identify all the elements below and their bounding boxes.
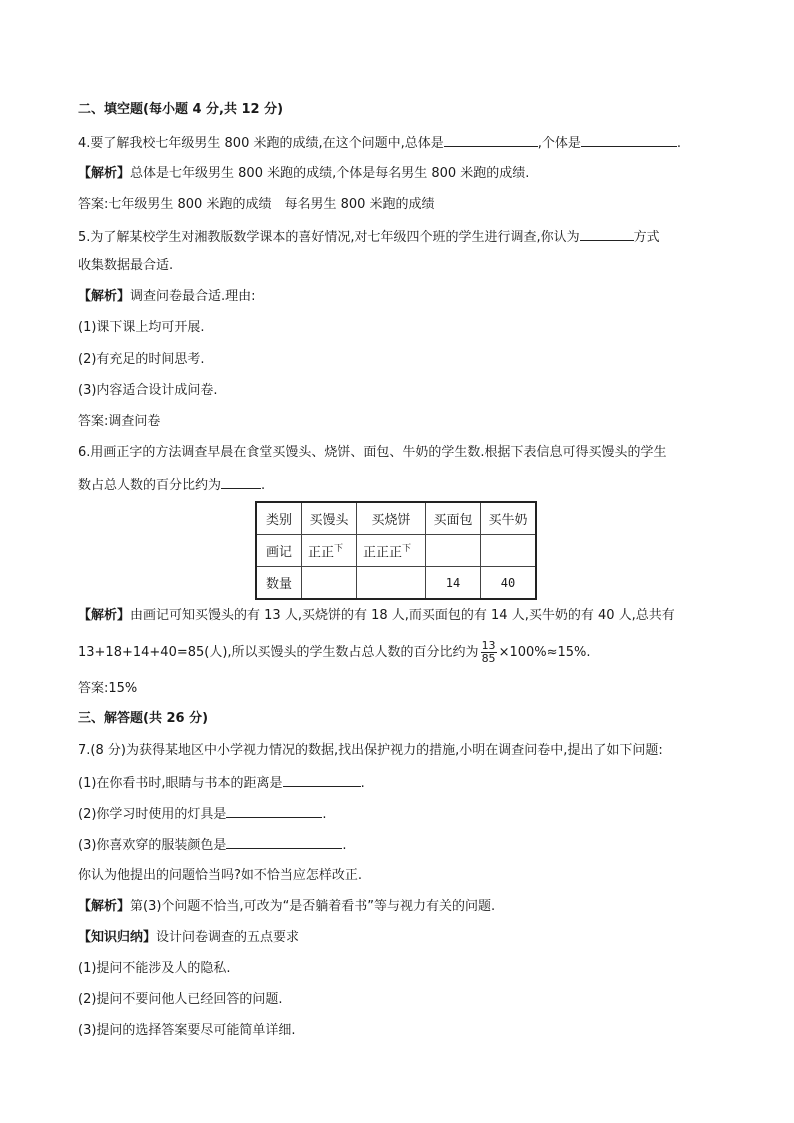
q5-reason-2: (2)有充足的时间思考.: [78, 352, 205, 367]
q5-blank[interactable]: [580, 226, 634, 241]
table-header-cell: 买馒头: [302, 502, 357, 535]
q7-blank-2[interactable]: [226, 803, 322, 818]
q7-stem: 7.(8 分)为获得某地区中小学视力情况的数据,找出保护视力的措施,小明在调查问卷中,提出了如下问题:: [78, 743, 663, 758]
section2-heading: 二、填空题(每小题 4 分,共 12 分): [78, 102, 284, 117]
count-cell-mantou: [302, 567, 357, 600]
q7-blank-1[interactable]: [283, 772, 361, 787]
q5-stem-line2: 收集数据最合适.: [78, 258, 174, 273]
q4-blank-population[interactable]: [444, 132, 538, 147]
q6-analysis-line1: 【解析】由画记可知买馒头的有 13 人,买烧饼的有 18 人,而买面包的有 14 人,买牛奶的有 40 人,总共有: [78, 608, 675, 623]
count-cell-niunai: 40: [481, 567, 537, 600]
tally-cell-shaobing: 正正正$^下$: [357, 535, 426, 567]
q7-rule-2: (2)提问不要问他人已经回答的问题.: [78, 992, 283, 1007]
tally-cell-mianbao: [426, 535, 481, 567]
q6-stem-line2: 数占总人数的百分比约为 .: [78, 474, 724, 496]
q4-stem: 4.要了解我校七年级男生 800 米跑的成绩,在这个问题中,总体是 ,个体是 .: [78, 132, 724, 154]
q7-blank-3[interactable]: [226, 834, 342, 849]
q5-answer: 答案:调查问卷: [78, 414, 161, 429]
q7-rule-3: (3)提问的选择答案要尽可能简单详细.: [78, 1023, 296, 1038]
q6-answer: 答案:15%: [78, 681, 138, 696]
q7-analysis: 【解析】第(3)个问题不恰当,可改为“是否躺着看书”等与视力有关的问题.: [78, 899, 496, 914]
count-cell-shaobing: [357, 567, 426, 600]
table-header-cell: 类别: [256, 502, 302, 535]
tally-cell-niunai: [481, 535, 537, 567]
table-header-cell: 买牛奶: [481, 502, 537, 535]
table-header-cell: 买面包: [426, 502, 481, 535]
table-header-row: [256, 502, 536, 535]
q7-item-3: (3)你喜欢穿的服装颜色是 .: [78, 834, 724, 856]
q4-blank-individual[interactable]: [581, 132, 677, 147]
table-row-count: [256, 567, 536, 600]
q7-question: 你认为他提出的问题恰当吗?如不恰当应怎样改正.: [78, 868, 363, 883]
q6-analysis-line2: 13+18+14+40=85(人),所以买馒头的学生数占总人数的百分比约为 $\frac{13}{85}$ ×100%≈15%.: [78, 639, 591, 665]
tally-table: [255, 501, 537, 600]
count-cell-mianbao: 14: [426, 567, 481, 600]
q7-item-2: (2)你学习时使用的灯具是 .: [78, 803, 724, 825]
table-row-tally: [256, 535, 536, 567]
q7-rule-1: (1)提问不能涉及人的隐私.: [78, 961, 231, 976]
count-label: 数量: [256, 567, 302, 600]
q5-analysis: 【解析】调查问卷最合适.理由:: [78, 289, 256, 304]
q6-blank[interactable]: [221, 474, 261, 489]
table-header-cell: 买烧饼: [357, 502, 426, 535]
q5-reason-3: (3)内容适合设计成问卷.: [78, 383, 218, 398]
q7-item-1: (1)在你看书时,眼睛与书本的距离是 .: [78, 772, 724, 794]
section3-heading: 三、解答题(共 26 分): [78, 711, 209, 726]
q5-stem: 5.为了解某校学生对湘教版数学课本的喜好情况,对七年级四个班的学生进行调查,你认为 方式: [78, 226, 724, 248]
q6-stem-line1: 6.用画正字的方法调查早晨在食堂买馒头、烧饼、面包、牛奶的学生数.根据下表信息可得买馒头的学生: [78, 445, 667, 460]
q4-analysis: 【解析】总体是七年级男生 800 米跑的成绩,个体是每名男生 800 米跑的成绩.: [78, 166, 530, 181]
fraction: $\frac{13}{85}$: [481, 639, 496, 665]
q7-knowledge: 【知识归纳】设计问卷调查的五点要求: [78, 930, 300, 945]
q5-reason-1: (1)课下课上均可开展.: [78, 320, 205, 335]
tally-cell-mantou: 正正$^下$: [302, 535, 357, 567]
tally-label: 画记: [256, 535, 302, 567]
q4-answer: 答案:七年级男生 800 米跑的成绩 每名男生 800 米跑的成绩: [78, 197, 435, 212]
